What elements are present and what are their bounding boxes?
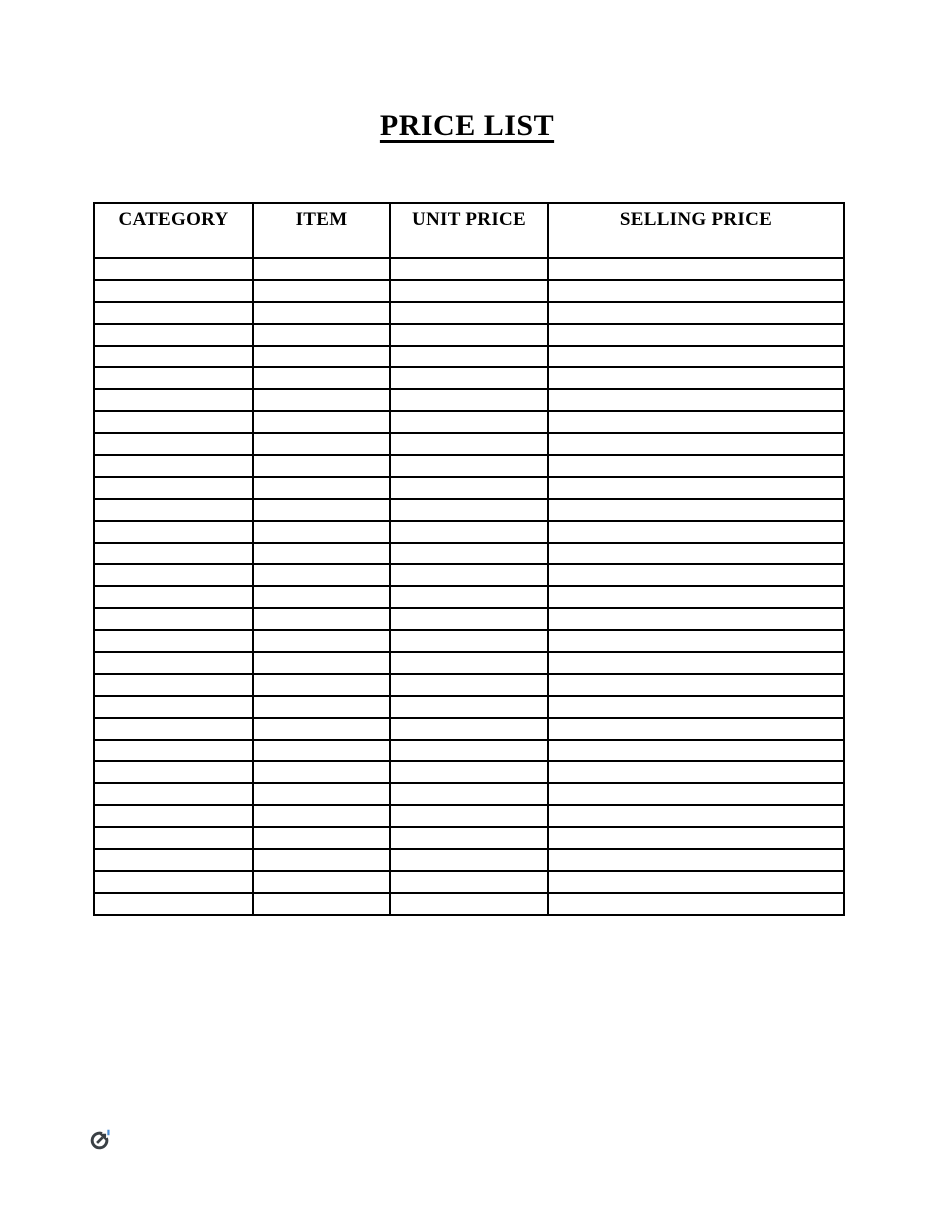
table-cell <box>94 674 253 696</box>
table-cell <box>94 783 253 805</box>
table-row <box>94 389 844 411</box>
table-cell <box>253 608 390 630</box>
table-cell <box>94 849 253 871</box>
table-cell <box>253 805 390 827</box>
table-cell <box>253 258 390 280</box>
table-cell <box>253 761 390 783</box>
table-cell <box>390 477 548 499</box>
column-header-category: CATEGORY <box>94 203 253 258</box>
table-row <box>94 564 844 586</box>
table-row <box>94 761 844 783</box>
table-cell <box>253 367 390 389</box>
table-cell <box>94 586 253 608</box>
table-cell <box>253 564 390 586</box>
table-cell <box>548 521 844 543</box>
table-body <box>94 258 844 915</box>
table-cell <box>548 499 844 521</box>
table-cell <box>548 871 844 893</box>
table-cell <box>548 761 844 783</box>
table-cell <box>548 652 844 674</box>
table-cell <box>94 433 253 455</box>
table-row <box>94 871 844 893</box>
table-cell <box>94 258 253 280</box>
table-cell <box>390 805 548 827</box>
table-cell <box>390 564 548 586</box>
page-title: PRICE LIST <box>379 109 555 142</box>
table-row <box>94 280 844 302</box>
table-cell <box>253 302 390 324</box>
table-cell <box>390 411 548 433</box>
table-cell <box>548 630 844 652</box>
table-cell <box>548 433 844 455</box>
table-cell <box>94 630 253 652</box>
table-cell <box>548 280 844 302</box>
table-cell <box>390 455 548 477</box>
table-cell <box>253 586 390 608</box>
table-cell <box>253 521 390 543</box>
table-cell <box>94 499 253 521</box>
table-cell <box>548 696 844 718</box>
table-cell <box>253 630 390 652</box>
table-cell <box>253 389 390 411</box>
table-cell <box>390 761 548 783</box>
table-row <box>94 543 844 565</box>
table-cell <box>94 477 253 499</box>
table-cell <box>94 543 253 565</box>
table-cell <box>94 871 253 893</box>
table-row <box>94 346 844 368</box>
table-cell <box>548 543 844 565</box>
table-cell <box>390 543 548 565</box>
table-cell <box>548 389 844 411</box>
table-row <box>94 433 844 455</box>
table-row <box>94 608 844 630</box>
table-cell <box>94 652 253 674</box>
table-cell <box>548 827 844 849</box>
table-cell <box>390 324 548 346</box>
column-header-unit-price: UNIT PRICE <box>390 203 548 258</box>
table-cell <box>390 783 548 805</box>
table-row <box>94 455 844 477</box>
table-row <box>94 367 844 389</box>
table-cell <box>390 740 548 762</box>
table-header-row <box>94 203 844 258</box>
table-cell <box>94 827 253 849</box>
table-cell <box>253 652 390 674</box>
table-row <box>94 783 844 805</box>
table-cell <box>253 740 390 762</box>
table-cell <box>253 543 390 565</box>
table-cell <box>94 302 253 324</box>
table-cell <box>390 258 548 280</box>
table-row <box>94 411 844 433</box>
table-cell <box>94 389 253 411</box>
table-cell <box>390 674 548 696</box>
table-cell <box>94 324 253 346</box>
table-cell <box>390 871 548 893</box>
table-cell <box>390 652 548 674</box>
table-cell <box>253 499 390 521</box>
table-cell <box>548 674 844 696</box>
table-cell <box>94 280 253 302</box>
table-cell <box>94 761 253 783</box>
table-cell <box>390 302 548 324</box>
table-cell <box>390 630 548 652</box>
table-cell <box>390 718 548 740</box>
table-row <box>94 630 844 652</box>
column-header-selling-price: SELLING PRICE <box>548 203 844 258</box>
table-cell <box>390 827 548 849</box>
table-cell <box>390 389 548 411</box>
table-cell <box>548 302 844 324</box>
table-cell <box>548 258 844 280</box>
table-cell <box>548 411 844 433</box>
table-cell <box>94 718 253 740</box>
table-cell <box>253 433 390 455</box>
table-row <box>94 652 844 674</box>
table-row <box>94 893 844 915</box>
table-row <box>94 586 844 608</box>
circular-arrow-ne-icon[interactable] <box>89 1129 111 1151</box>
table-row <box>94 499 844 521</box>
table-cell <box>94 740 253 762</box>
table-cell <box>548 346 844 368</box>
table-row <box>94 302 844 324</box>
table-cell <box>390 433 548 455</box>
table-cell <box>548 477 844 499</box>
table-row <box>94 521 844 543</box>
table-cell <box>253 893 390 915</box>
table-cell <box>94 411 253 433</box>
table-cell <box>253 477 390 499</box>
table-cell <box>548 586 844 608</box>
table-row <box>94 477 844 499</box>
table-cell <box>94 893 253 915</box>
table-cell <box>94 696 253 718</box>
table-row <box>94 324 844 346</box>
table-cell <box>94 346 253 368</box>
table-cell <box>253 324 390 346</box>
table-row <box>94 718 844 740</box>
table-cell <box>390 608 548 630</box>
table-cell <box>548 740 844 762</box>
table-cell <box>253 674 390 696</box>
table-cell <box>548 805 844 827</box>
table-cell <box>94 367 253 389</box>
table-cell <box>253 346 390 368</box>
table-cell <box>548 783 844 805</box>
table-cell <box>253 871 390 893</box>
table-cell <box>390 849 548 871</box>
table-row <box>94 849 844 871</box>
table-cell <box>94 564 253 586</box>
table-cell <box>253 455 390 477</box>
table-cell <box>253 411 390 433</box>
table-cell <box>548 718 844 740</box>
table-cell <box>253 696 390 718</box>
table-cell <box>390 280 548 302</box>
table-row <box>94 696 844 718</box>
table-cell <box>390 367 548 389</box>
table-cell <box>94 455 253 477</box>
table-cell <box>390 893 548 915</box>
table-cell <box>390 499 548 521</box>
price-list-table <box>93 202 845 916</box>
table-cell <box>253 718 390 740</box>
table-cell <box>253 827 390 849</box>
table-cell <box>94 805 253 827</box>
table-cell <box>548 608 844 630</box>
table-row <box>94 805 844 827</box>
table-cell <box>253 280 390 302</box>
table-cell <box>94 521 253 543</box>
table-cell <box>390 346 548 368</box>
table-cell <box>390 521 548 543</box>
table-cell <box>390 586 548 608</box>
table-cell <box>548 324 844 346</box>
table-cell <box>390 696 548 718</box>
table-row <box>94 827 844 849</box>
table-cell <box>548 893 844 915</box>
table-cell <box>94 608 253 630</box>
table-cell <box>548 367 844 389</box>
table-cell <box>548 564 844 586</box>
table-row <box>94 740 844 762</box>
table-row <box>94 258 844 280</box>
table-cell <box>548 849 844 871</box>
table-cell <box>548 455 844 477</box>
table-cell <box>253 849 390 871</box>
table-cell <box>253 783 390 805</box>
column-header-item: ITEM <box>253 203 390 258</box>
table-row <box>94 674 844 696</box>
